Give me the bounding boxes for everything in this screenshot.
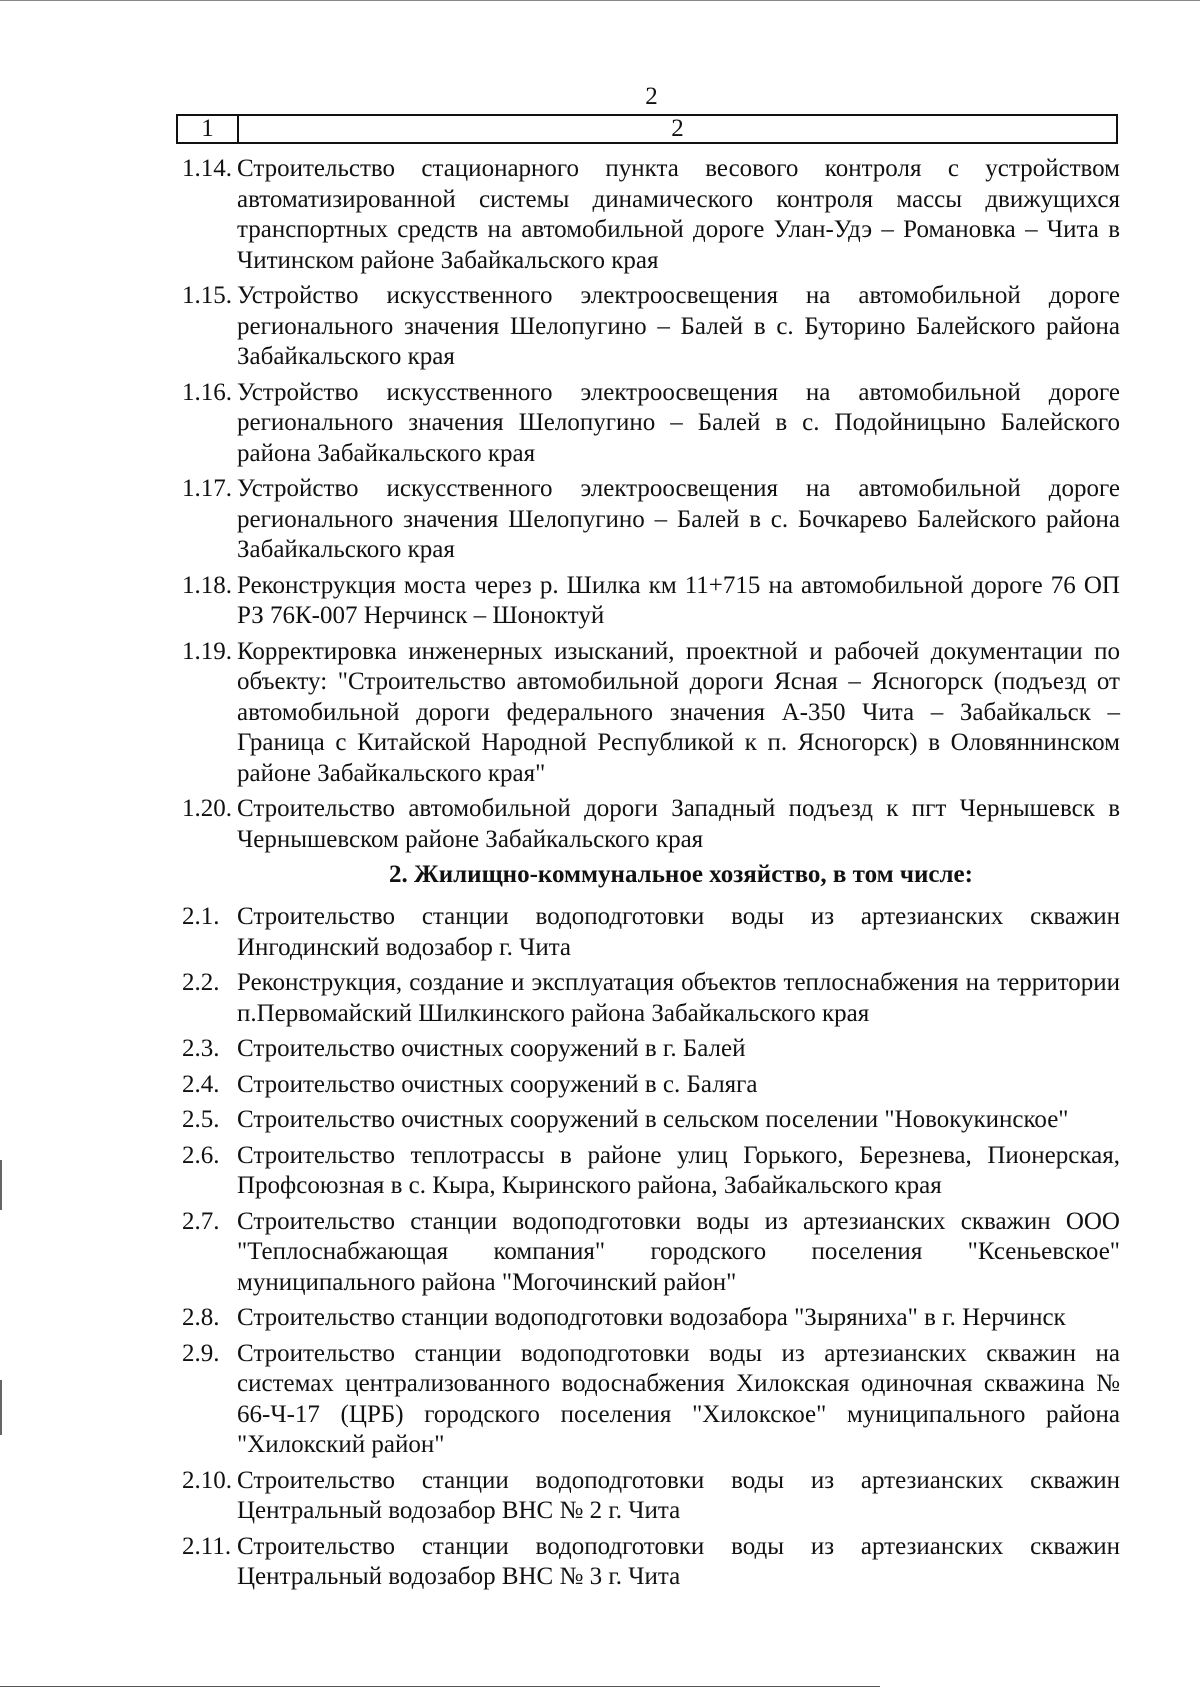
item-text: Строительство станции водоподготовки воды из артезианских скважин Ингодинский водозабор г. Чита	[237, 903, 1120, 961]
item-text: Строительство станции водоподготовки воды из артезианских скважин Центральный водозабор ВНС № 3 г. Чита	[237, 1532, 1120, 1590]
item-number: 2.5.	[182, 1106, 220, 1133]
list-item	[182, 794, 1120, 855]
item-number: 1.19.	[182, 637, 232, 665]
item-text: Реконструкция моста через р. Шилка км 11+715 на автомобильной дороге 76 ОП РЗ 76К-007 Нерчинск – Шоноктуй	[237, 571, 1120, 629]
item-text: Строительство теплотрассы в районе улиц Горького, Березнева, Пионерская, Профсоюзная в с. Кыра, Кыринского района, Забайкальского края	[237, 1141, 1120, 1199]
scan-edge-bottom	[0, 1686, 880, 1687]
section-1-list	[182, 154, 1120, 855]
item-number: 2.6.	[182, 1141, 220, 1169]
scan-artifact-left	[0, 1160, 2, 1210]
item-text: Строительство автомобильной дороги Западный подъезд к пгт Чернышевск в Чернышевском районе Забайкальского края	[237, 795, 1120, 853]
list-item	[182, 968, 1120, 1029]
list-item	[182, 1532, 1120, 1593]
item-number: 1.14.	[182, 155, 232, 182]
item-text: Строительство очистных сооружений в с. Баляга	[237, 1070, 758, 1098]
column-header-table	[176, 114, 1118, 144]
document-body	[182, 154, 1120, 1598]
list-item	[182, 474, 1120, 566]
list-item	[182, 1070, 1120, 1101]
list-item	[182, 154, 1120, 276]
item-text: Строительство очистных сооружений в г. Балей	[237, 1035, 746, 1062]
list-item	[182, 1105, 1120, 1136]
item-number: 2.7.	[182, 1207, 220, 1235]
item-number: 2.11.	[182, 1532, 232, 1560]
item-text: Устройство искусственного электроосвещения на автомобильной дороге регионального значения Шелопугино – Балей в с. Бочкарево Балейского района Забайкальского края	[237, 475, 1120, 563]
column-header-2: 2	[671, 115, 684, 142]
section-2-list	[182, 902, 1120, 1593]
item-number: 2.8.	[182, 1304, 220, 1331]
item-number: 1.20.	[182, 795, 232, 822]
item-number: 2.1.	[182, 903, 220, 930]
item-text: Устройство искусственного электроосвещения на автомобильной дороге регионального значения Шелопугино – Балей в с. Буторино Балейского района Забайкальского края	[237, 282, 1120, 370]
list-item	[182, 378, 1120, 470]
item-text: Устройство искусственного электроосвещения на автомобильной дороге регионального значения Шелопугино – Балей в с. Подойницыно Балейского района Забайкальского края	[237, 378, 1120, 467]
item-text: Реконструкция, создание и эксплуатация объектов теплоснабжения на территории п.Первомайский Шилкинского района Забайкальского края	[237, 969, 1120, 1027]
list-item	[182, 1339, 1120, 1461]
list-item	[182, 637, 1120, 790]
list-item	[182, 571, 1120, 632]
list-item	[182, 1303, 1120, 1334]
item-text: Корректировка инженерных изысканий, проектной и рабочей документации по объекту: "Строительство автомобильной дороги Ясная – Ясногорск (подъезд от автомобильной дороги федерального значения А-350 Чита – Забайкальск – Граница с Китайской Народной Республикой к п. Ясногорск) в Оловяннинском районе Забайкальского края"	[237, 637, 1120, 787]
item-text: Строительство станции водоподготовки воды из артезианских скважин ООО "Теплоснабжающая компания" городского поселения "Ксеньевское" муниципального района "Могочинский район"	[237, 1207, 1120, 1296]
item-number: 1.15.	[182, 282, 232, 309]
item-number: 1.17.	[182, 475, 232, 502]
item-number: 1.16.	[182, 378, 232, 406]
column-header-1: 1	[178, 116, 239, 142]
item-number: 2.2.	[182, 969, 220, 996]
list-item	[182, 1466, 1120, 1527]
item-number: 2.9.	[182, 1339, 220, 1367]
list-item	[182, 281, 1120, 373]
list-item	[182, 1207, 1120, 1299]
item-text: Строительство станции водоподготовки воды из артезианских скважин Центральный водозабор ВНС № 2 г. Чита	[237, 1466, 1120, 1524]
item-number: 2.10.	[182, 1466, 232, 1494]
page-number: 2	[645, 83, 658, 110]
item-number: 1.18.	[182, 571, 232, 599]
item-text: Строительство станции водоподготовки водозабора "Зыряниха" в г. Нерчинск	[237, 1304, 1066, 1331]
list-item	[182, 1141, 1120, 1202]
item-number: 2.4.	[182, 1070, 220, 1098]
item-text: Строительство станции водоподготовки воды из артезианских скважин на системах централизованного водоснабжения Хилокская одиночная скважина № 66-Ч-17 (ЦРБ) городского поселения "Хилокское" муниципального района "Хилокский район"	[237, 1339, 1120, 1458]
item-number: 2.3.	[182, 1035, 220, 1062]
list-item	[182, 902, 1120, 963]
scan-artifact-left	[0, 1380, 2, 1435]
item-text: Строительство очистных сооружений в сельском поселении "Новокукинское"	[237, 1106, 1069, 1133]
scan-edge-top	[0, 0, 1200, 1]
section-2-heading: 2. Жилищно-коммунальное хозяйство, в том числе:	[389, 861, 973, 888]
item-text: Строительство стационарного пункта весового контроля с устройством автоматизированной системы динамического контроля массы движущихся транспортных средств на автомобильной дороге Улан-Удэ – Романовка – Чита в Читинском районе Забайкальского края	[237, 155, 1120, 274]
list-item	[182, 1034, 1120, 1065]
